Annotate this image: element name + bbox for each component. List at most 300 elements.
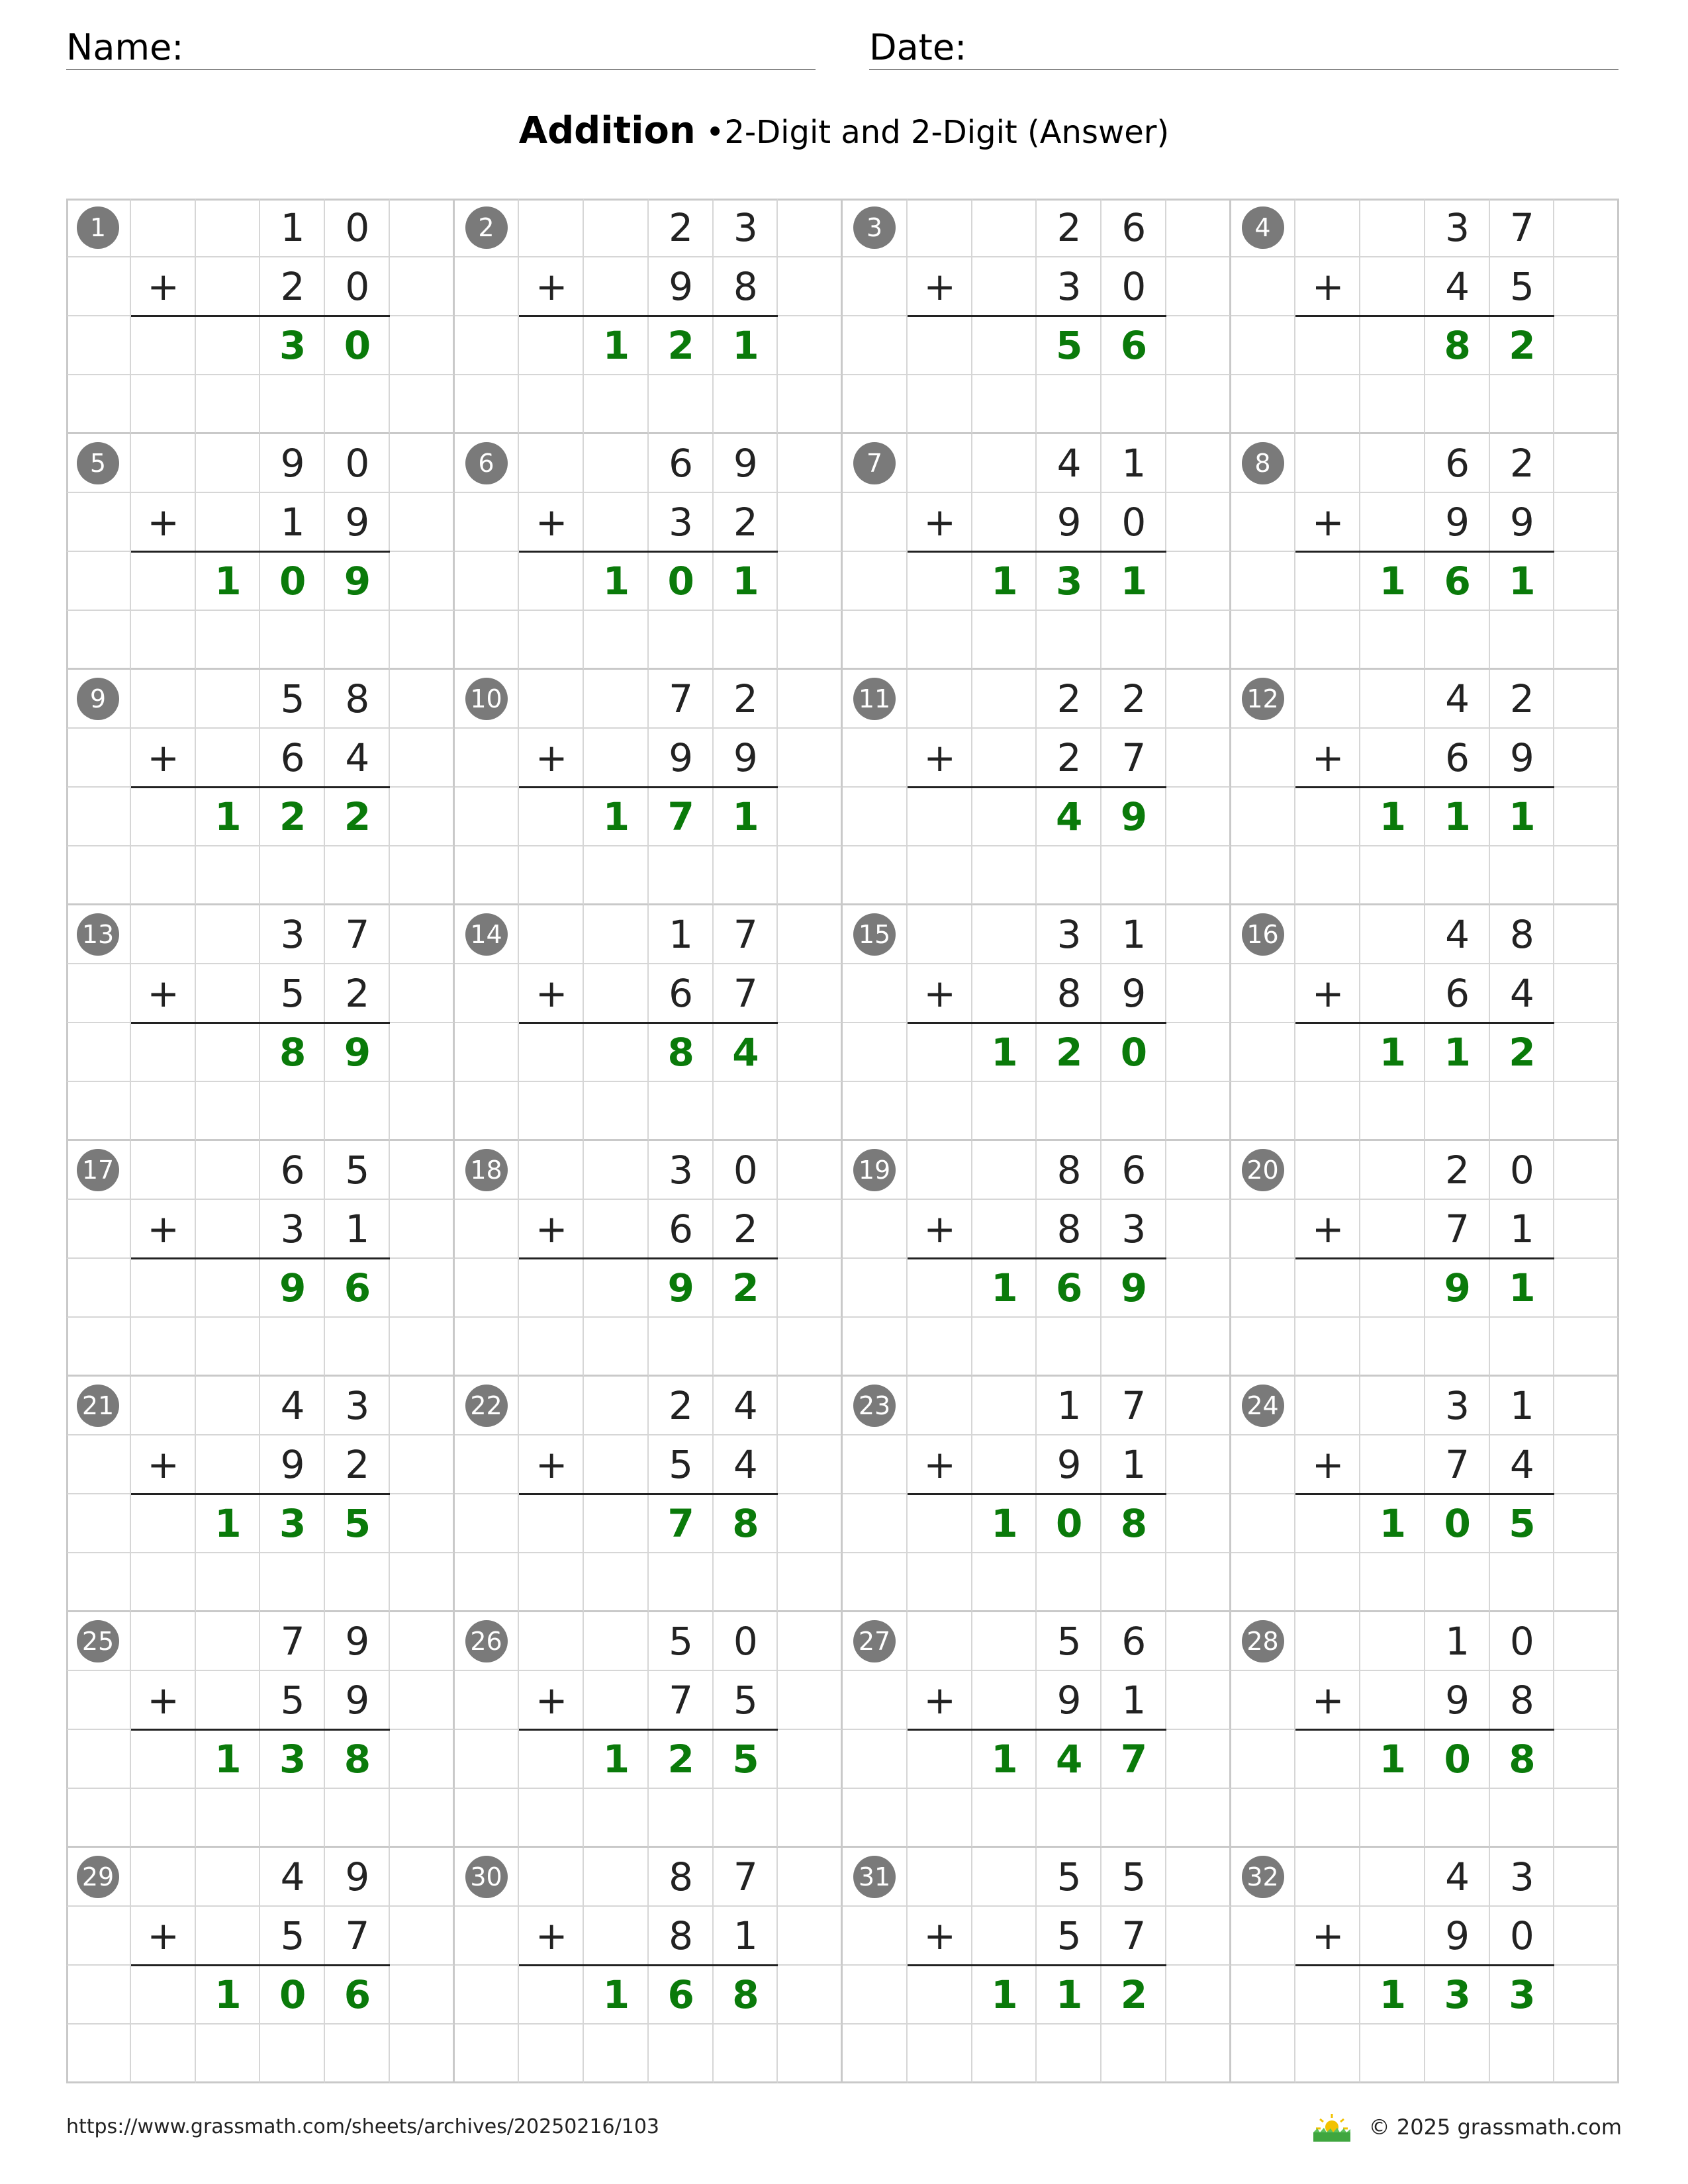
grid-cell [519, 1553, 584, 1612]
answer-digit: 1 [602, 1737, 630, 1782]
plus-operator: + [535, 264, 568, 309]
grid-cell [649, 2025, 714, 2083]
answer-digit: 3 [279, 1737, 306, 1782]
grid-cell [1295, 2025, 1360, 2083]
addend-digit: 9 [345, 1619, 370, 1664]
answer-digit: 7 [1120, 1737, 1148, 1782]
grid-cell [1360, 2025, 1425, 2083]
grid-cell [1037, 1553, 1102, 1612]
grid-cell [519, 199, 584, 257]
grid-cell [131, 552, 196, 611]
grid-cell [390, 199, 455, 257]
grid-cell [1166, 670, 1231, 729]
addend-digit: 6 [669, 971, 694, 1016]
grid-cell [131, 788, 196, 846]
addend-digit: 9 [1056, 500, 1082, 545]
grid-cell [1037, 2025, 1102, 2083]
grid-cell [1425, 1553, 1490, 1612]
addend-digit: 8 [1056, 1206, 1082, 1251]
problem-number-badge: 23 [853, 1385, 896, 1427]
answer-digit: 6 [344, 1265, 371, 1310]
answer-digit: 1 [1444, 1030, 1471, 1075]
grid-cell [1554, 1141, 1619, 1200]
addend-digit: 8 [669, 1854, 694, 1899]
grid-cell [972, 729, 1037, 788]
grid-cell [972, 375, 1037, 434]
answer-digit: 8 [732, 1501, 759, 1546]
problem-number-badge: 12 [1242, 678, 1284, 720]
grid-cell [66, 552, 131, 611]
grid-cell [584, 1848, 649, 1907]
addend-digit: 1 [1509, 1383, 1534, 1428]
grid-cell [390, 316, 455, 375]
grid-cell [519, 1141, 584, 1200]
grid-cell [260, 1789, 325, 1848]
answer-digit: 6 [1055, 1265, 1083, 1310]
grid-cell [1295, 788, 1360, 846]
answer-digit: 1 [1509, 1265, 1536, 1310]
grid-cell [843, 1023, 908, 1082]
name-field[interactable] [66, 24, 816, 70]
grid-cell [1554, 434, 1619, 493]
grid-cell [972, 1200, 1037, 1259]
addend-digit: 7 [1445, 1442, 1470, 1487]
grid-cell [584, 1494, 649, 1553]
grid-cell [1166, 1789, 1231, 1848]
answer-digit: 3 [279, 1501, 306, 1546]
grid-cell [1554, 316, 1619, 375]
grid-cell [972, 1789, 1037, 1848]
grid-cell [131, 846, 196, 905]
answer-digit: 3 [1509, 1972, 1536, 2017]
grid-cell [455, 846, 520, 905]
grid-cell [390, 1848, 455, 1907]
grass-sun-logo-icon [1311, 2111, 1353, 2143]
addend-digit: 9 [1445, 1913, 1470, 1958]
plus-operator: + [535, 1678, 568, 1723]
addend-digit: 2 [280, 264, 305, 309]
plus-operator: + [147, 735, 179, 780]
problem-grid [66, 199, 1619, 2083]
problem-number-badge: 5 [77, 442, 119, 484]
grid-cell [131, 670, 196, 729]
grid-cell [519, 905, 584, 964]
grid-cell [1037, 1318, 1102, 1377]
answer-digit: 1 [991, 1501, 1018, 1546]
answer-digit: 0 [1055, 1501, 1083, 1546]
grid-cell [1490, 1553, 1555, 1612]
answer-digit: 1 [732, 323, 759, 368]
grid-cell [325, 846, 390, 905]
addend-digit: 0 [345, 264, 370, 309]
grid-cell [1360, 375, 1425, 434]
footer-brand [1311, 2109, 1622, 2146]
plus-operator: + [1311, 1913, 1344, 1958]
grid-cell [1360, 905, 1425, 964]
answer-digit: 5 [1509, 1501, 1536, 1546]
addend-digit: 3 [345, 1383, 370, 1428]
grid-cell [1231, 316, 1296, 375]
addend-digit: 5 [669, 1619, 694, 1664]
answer-digit: 2 [732, 1265, 759, 1310]
addend-digit: 2 [1056, 676, 1082, 721]
grid-cell [390, 846, 455, 905]
grid-cell [714, 1082, 778, 1141]
answer-digit: 2 [279, 794, 306, 839]
addend-digit: 7 [1445, 1206, 1470, 1251]
plus-operator: + [147, 1442, 179, 1487]
grid-cell [455, 1494, 520, 1553]
grid-cell [196, 434, 261, 493]
answer-digit: 4 [1055, 1737, 1083, 1782]
grid-cell [1231, 1789, 1296, 1848]
grid-cell [1231, 2025, 1296, 2083]
grid-cell [1166, 1966, 1231, 2025]
grid-cell [455, 1907, 520, 1966]
date-field[interactable] [869, 24, 1618, 70]
grid-cell [196, 375, 261, 434]
grid-cell [66, 1789, 131, 1848]
answer-digit: 1 [214, 1737, 242, 1782]
grid-cell [519, 1848, 584, 1907]
grid-cell [1425, 375, 1490, 434]
answer-digit: 8 [344, 1737, 371, 1782]
grid-cell [1231, 1082, 1296, 1141]
addend-digit: 5 [669, 1442, 694, 1487]
grid-cell [1166, 846, 1231, 905]
addend-digit: 7 [669, 1678, 694, 1723]
grid-cell [1360, 257, 1425, 316]
grid-cell [778, 2025, 843, 2083]
grid-cell [1166, 1435, 1231, 1494]
addend-digit: 9 [1509, 735, 1534, 780]
addend-digit: 4 [1445, 1854, 1470, 1899]
grid-cell [714, 2025, 778, 2083]
addend-digit: 6 [1121, 1619, 1147, 1664]
addend-digit: 6 [280, 735, 305, 780]
grid-cell [390, 1141, 455, 1200]
addend-digit: 3 [280, 1206, 305, 1251]
grid-cell [1554, 493, 1619, 552]
grid-cell [131, 1612, 196, 1671]
plus-operator: + [1311, 1678, 1344, 1723]
answer-digit: 5 [1055, 323, 1083, 368]
grid-cell [1231, 1200, 1296, 1259]
addend-digit: 9 [345, 1678, 370, 1723]
grid-cell [390, 1023, 455, 1082]
grid-cell [843, 1259, 908, 1318]
grid-cell [131, 434, 196, 493]
grid-cell [778, 1848, 843, 1907]
addend-digit: 5 [1121, 1854, 1147, 1899]
grid-cell [1490, 375, 1555, 434]
problem-number-badge: 28 [1242, 1620, 1284, 1662]
grid-cell [714, 611, 778, 670]
addend-digit: 2 [345, 971, 370, 1016]
addend-digit: 9 [1056, 1442, 1082, 1487]
grid-cell [131, 316, 196, 375]
grid-cell [325, 2025, 390, 2083]
addend-digit: 4 [733, 1383, 758, 1428]
grid-cell [131, 905, 196, 964]
grid-cell [1166, 729, 1231, 788]
grid-cell [1166, 1848, 1231, 1907]
grid-cell [1295, 1612, 1360, 1671]
grid-cell [714, 846, 778, 905]
answer-digit: 1 [214, 794, 242, 839]
grid-cell [196, 1318, 261, 1377]
grid-cell [584, 2025, 649, 2083]
grid-cell [1295, 1494, 1360, 1553]
grid-cell [66, 1730, 131, 1789]
grid-cell [66, 1494, 131, 1553]
grid-cell [1166, 1023, 1231, 1082]
answer-digit: 6 [344, 1972, 371, 2017]
grid-cell [908, 434, 972, 493]
grid-cell [196, 964, 261, 1023]
grid-cell [584, 375, 649, 434]
problem-number-badge: 25 [77, 1620, 119, 1662]
grid-cell [649, 1082, 714, 1141]
grid-cell [1554, 1966, 1619, 2025]
grid-cell [260, 1082, 325, 1141]
addend-digit: 9 [280, 441, 305, 486]
addend-digit: 9 [345, 1854, 370, 1899]
grid-cell [908, 552, 972, 611]
grid-cell [1554, 257, 1619, 316]
grid-cell [196, 1848, 261, 1907]
grid-cell [519, 2025, 584, 2083]
grid-cell [908, 1377, 972, 1435]
grid-cell [843, 1553, 908, 1612]
answer-digit: 1 [214, 559, 242, 604]
grid-cell [1166, 788, 1231, 846]
grid-cell [584, 1612, 649, 1671]
addend-digit: 9 [1509, 500, 1534, 545]
grid-cell [972, 1141, 1037, 1200]
addend-digit: 9 [345, 500, 370, 545]
grid-cell [325, 1789, 390, 1848]
grid-cell [584, 493, 649, 552]
grid-cell [1425, 1789, 1490, 1848]
grid-cell [260, 375, 325, 434]
grid-cell [1102, 2025, 1166, 2083]
addend-digit: 6 [1121, 1148, 1147, 1193]
grid-cell [66, 964, 131, 1023]
addend-digit: 6 [669, 441, 694, 486]
grid-cell [66, 375, 131, 434]
answer-digit: 0 [667, 559, 694, 604]
grid-cell [1295, 1789, 1360, 1848]
problem-number-badge: 17 [77, 1149, 119, 1191]
grid-cell [196, 1612, 261, 1671]
grid-cell [66, 1082, 131, 1141]
answer-digit: 2 [667, 323, 694, 368]
addend-digit: 9 [1445, 500, 1470, 545]
answer-digit: 3 [1055, 559, 1083, 604]
grid-cell [66, 1200, 131, 1259]
grid-cell [649, 1553, 714, 1612]
grid-cell [972, 846, 1037, 905]
plus-operator: + [923, 264, 956, 309]
grid-cell [1166, 375, 1231, 434]
grid-cell [390, 257, 455, 316]
addend-digit: 6 [1121, 205, 1147, 250]
grid-cell [843, 1318, 908, 1377]
grid-cell [519, 1966, 584, 2025]
grid-cell [455, 729, 520, 788]
grid-cell [584, 1023, 649, 1082]
grid-cell [519, 375, 584, 434]
addend-digit: 2 [1056, 735, 1082, 780]
addend-digit: 3 [1056, 264, 1082, 309]
grid-cell [196, 1259, 261, 1318]
problem-number-badge: 15 [853, 913, 896, 956]
grid-cell [66, 729, 131, 788]
grid-cell [455, 1259, 520, 1318]
grid-cell [1554, 905, 1619, 964]
addend-digit: 1 [1445, 1619, 1470, 1664]
grid-cell [196, 611, 261, 670]
answer-digit: 1 [991, 559, 1018, 604]
grid-cell [584, 1377, 649, 1435]
grid-cell [843, 788, 908, 846]
grid-cell [66, 1023, 131, 1082]
addend-digit: 0 [733, 1619, 758, 1664]
grid-cell [131, 1494, 196, 1553]
grid-cell [1166, 1612, 1231, 1671]
plus-operator: + [535, 1206, 568, 1251]
grid-cell [1360, 1553, 1425, 1612]
answer-digit: 1 [602, 794, 630, 839]
answer-digit: 0 [279, 559, 306, 604]
answer-digit: 1 [602, 1972, 630, 2017]
grid-cell [1360, 611, 1425, 670]
grid-cell [1231, 1907, 1296, 1966]
addend-digit: 7 [1121, 1913, 1147, 1958]
grid-cell [584, 964, 649, 1023]
grid-cell [778, 1200, 843, 1259]
grid-cell [1231, 552, 1296, 611]
grid-cell [908, 846, 972, 905]
grid-cell [1295, 611, 1360, 670]
answer-digit: 9 [344, 1030, 371, 1075]
grid-cell [1425, 611, 1490, 670]
grid-cell [843, 1494, 908, 1553]
grid-cell [66, 788, 131, 846]
grid-cell [1231, 1318, 1296, 1377]
answer-digit: 1 [991, 1972, 1018, 2017]
answer-digit: 0 [1444, 1501, 1471, 1546]
addend-digit: 6 [1445, 441, 1470, 486]
problem-number-badge: 30 [465, 1856, 508, 1898]
grid-cell [519, 1082, 584, 1141]
grid-cell [390, 552, 455, 611]
grid-cell [1554, 788, 1619, 846]
grid-cell [584, 257, 649, 316]
grid-cell [519, 1259, 584, 1318]
grid-cell [1554, 199, 1619, 257]
grid-cell [1554, 2025, 1619, 2083]
footer-url[interactable]: https://www.grassmath.com/sheets/archives/20250216/103 [66, 2115, 660, 2138]
addend-digit: 7 [733, 1854, 758, 1899]
addend-digit: 9 [280, 1442, 305, 1487]
grid-cell [1554, 1907, 1619, 1966]
grid-cell [390, 905, 455, 964]
plus-operator: + [923, 1206, 956, 1251]
grid-cell [1166, 1907, 1231, 1966]
grid-cell [1166, 964, 1231, 1023]
grid-cell [519, 611, 584, 670]
grid-cell [325, 375, 390, 434]
addend-digit: 0 [345, 441, 370, 486]
grid-cell [972, 1082, 1037, 1141]
addend-digit: 4 [1509, 1442, 1534, 1487]
grid-cell [778, 964, 843, 1023]
grid-cell [972, 493, 1037, 552]
grid-cell [1554, 1730, 1619, 1789]
grid-cell [778, 1966, 843, 2025]
grid-cell [260, 846, 325, 905]
addend-digit: 2 [669, 205, 694, 250]
plus-operator: + [147, 500, 179, 545]
grid-cell [1554, 1848, 1619, 1907]
grid-cell [584, 729, 649, 788]
addend-digit: 1 [345, 1206, 370, 1251]
grid-cell [519, 316, 584, 375]
addend-digit: 7 [345, 912, 370, 957]
grid-cell [1166, 1259, 1231, 1318]
grid-cell [649, 846, 714, 905]
grid-cell [1360, 1435, 1425, 1494]
grid-cell [196, 670, 261, 729]
answer-digit: 0 [344, 323, 371, 368]
grid-cell [260, 1318, 325, 1377]
grid-cell [1166, 434, 1231, 493]
grid-cell [1295, 670, 1360, 729]
plus-operator: + [535, 1913, 568, 1958]
grid-cell [1554, 729, 1619, 788]
addend-digit: 3 [1509, 1854, 1534, 1899]
addend-digit: 0 [1121, 264, 1147, 309]
answer-digit: 1 [1509, 559, 1536, 604]
addend-digit: 1 [733, 1913, 758, 1958]
grid-cell [196, 2025, 261, 2083]
answer-digit: 9 [667, 1265, 694, 1310]
grid-cell [131, 1730, 196, 1789]
grid-cell [66, 257, 131, 316]
grid-cell [390, 434, 455, 493]
grid-cell [1295, 316, 1360, 375]
grid-cell [519, 552, 584, 611]
answer-digit: 1 [732, 794, 759, 839]
problem-number-badge: 1 [77, 206, 119, 249]
grid-cell [1360, 1200, 1425, 1259]
grid-cell [66, 1907, 131, 1966]
addend-digit: 7 [1121, 1383, 1147, 1428]
grid-cell [519, 846, 584, 905]
plus-operator: + [535, 971, 568, 1016]
grid-cell [1295, 1848, 1360, 1907]
title-subtitle: 2-Digit and 2-Digit (Answer) [724, 114, 1170, 151]
problem-number-badge: 6 [465, 442, 508, 484]
addend-digit: 3 [733, 205, 758, 250]
answer-digit: 2 [1055, 1030, 1083, 1075]
plus-operator: + [535, 1442, 568, 1487]
grid-cell [778, 375, 843, 434]
grid-cell [778, 316, 843, 375]
problem-number-badge: 14 [465, 913, 508, 956]
